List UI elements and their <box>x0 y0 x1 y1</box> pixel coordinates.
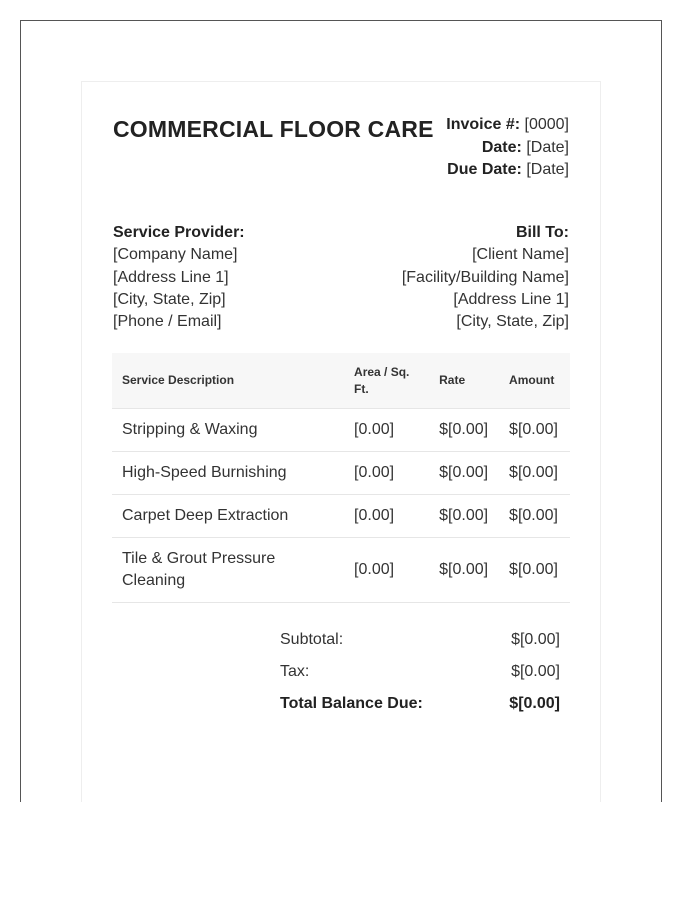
bill-to-line: [Client Name] <box>472 246 569 264</box>
subtotal-row <box>280 631 560 653</box>
tax-value: $[0.00] <box>511 663 560 680</box>
table-row <box>112 409 570 452</box>
bill-to-line: [Address Line 1] <box>453 290 569 308</box>
service-area: [0.00] <box>344 538 429 603</box>
service-rate: $[0.00] <box>429 538 499 603</box>
total-label: Total Balance Due: <box>280 695 423 712</box>
table-row <box>112 538 570 603</box>
invoice-number-label: Invoice #: <box>446 116 521 133</box>
service-area: [0.00] <box>344 452 429 495</box>
service-amount: $[0.00] <box>499 538 570 603</box>
table-row <box>112 452 570 495</box>
service-rate: $[0.00] <box>429 495 499 538</box>
due-date-label: Due Date: <box>447 161 522 178</box>
total-row <box>280 695 560 717</box>
provider-line: [City, State, Zip] <box>113 290 226 308</box>
service-area: [0.00] <box>344 409 429 452</box>
bill-to-block <box>402 222 569 333</box>
invoice-date-value: [Date] <box>526 138 569 156</box>
due-date-line <box>446 159 569 182</box>
service-description: Carpet Deep Extraction <box>112 495 344 538</box>
table-header-row <box>112 353 570 409</box>
subtotal-value: $[0.00] <box>511 631 560 648</box>
invoice-date-label: Date: <box>481 138 522 156</box>
service-description: High-Speed Burnishing <box>112 452 344 495</box>
bill-to-line: [Facility/Building Name] <box>401 268 569 286</box>
service-description: Stripping & Waxing <box>112 409 344 452</box>
service-rate: $[0.00] <box>429 452 499 495</box>
provider-line: [Company Name] <box>113 246 238 264</box>
header-area: Area / Sq. Ft. <box>344 353 429 409</box>
service-amount: $[0.00] <box>499 409 570 452</box>
header-rate: Rate <box>429 353 499 409</box>
header-amount: Amount <box>499 353 570 409</box>
service-area: [0.00] <box>344 495 429 538</box>
document-title: COMMERCIAL FLOOR CARE <box>113 116 434 142</box>
service-provider-heading: Service Provider: <box>113 224 245 241</box>
invoice-meta <box>446 114 569 182</box>
service-description: Tile & Grout Pressure Cleaning <box>112 538 344 603</box>
services-table <box>112 353 570 603</box>
invoice-number-line <box>446 114 569 137</box>
provider-line: [Address Line 1] <box>113 268 229 286</box>
tax-row <box>280 663 560 685</box>
service-amount: $[0.00] <box>499 495 570 538</box>
invoice-date-line <box>446 137 569 160</box>
service-provider-block <box>113 222 245 333</box>
bill-to-heading: Bill To: <box>515 224 569 241</box>
total-value: $[0.00] <box>509 695 560 712</box>
subtotal-label: Subtotal: <box>280 631 344 648</box>
service-amount: $[0.00] <box>499 452 570 495</box>
tax-label: Tax: <box>280 663 310 680</box>
service-rate: $[0.00] <box>429 409 499 452</box>
due-date-value: [Date] <box>526 161 569 178</box>
header-service-description: Service Description <box>112 353 344 409</box>
bill-to-line: [City, State, Zip] <box>456 313 569 331</box>
table-row <box>112 495 570 538</box>
invoice-number-value: [0000] <box>524 116 569 133</box>
provider-line: [Phone / Email] <box>113 313 222 331</box>
